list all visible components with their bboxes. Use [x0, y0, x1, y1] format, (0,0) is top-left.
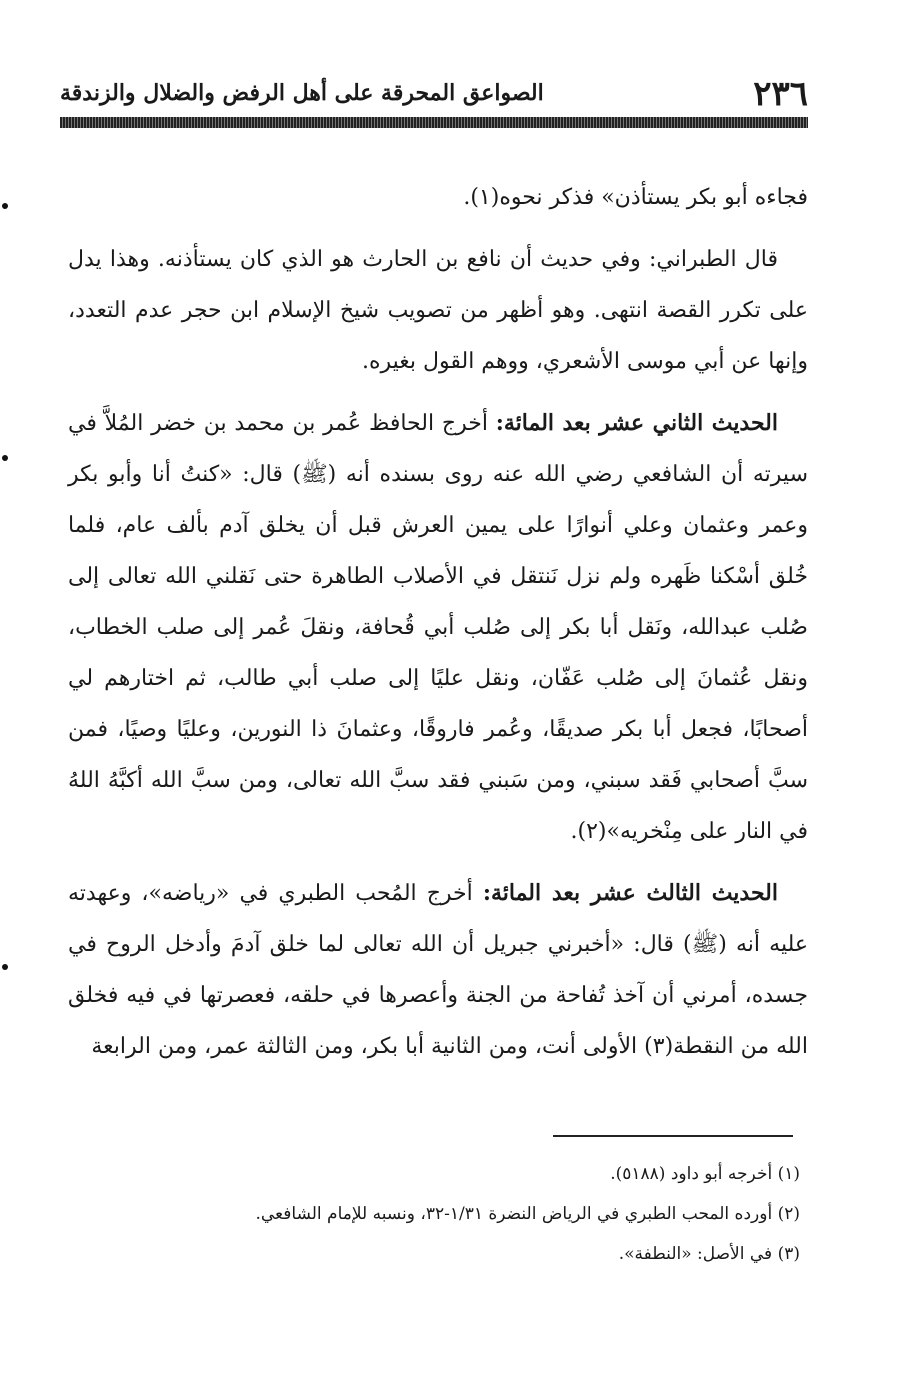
paragraph-text: أخرج الحافظ عُمر بن محمد بن خضر المُلاَّ في سيرته أن الشافعي رضي الله عنه روى بسنده أنه (ﷺ) قال: «كنتُ أنا وأبو بكر وعمر وعثمان وعلي أنوارًا على يمين العرش قبل أن يخلق آدم بألف عام، فلما خُلق أسْكنا ظَهره ولم نزل نَنتقل في الأصلاب الطاهرة حتى نَقلني الله تعالى إلى صُلب عبدالله، ونَقل أبا بكر إلى صُلب أبي قُحافة، ونقلَ عُمر إلى صلب الخطاب، ونقل عُثمانَ إلى صُلب عَفّان، ونقل عليًا إلى صلب أبي طالب، ثم اختارهم لي أصحابًا، فجعل أبا بكر صديقًا، وعُمر فاروقًا، وعثمانَ ذا النورين، وعليًا وصيًا، فمن سبَّ أصحابي فَقد سبني، ومن سَبني فقد سبَّ الله تعالى، ومن سبَّ الله أكبَّهُ اللهُ في النار على مِنْخريه»(٢). — [68, 411, 808, 844]
margin-mark — [2, 203, 8, 209]
main-text — [68, 172, 808, 1083]
paragraph-text: أخرج المُحب الطبري في «رياضه»، وعهدته عليه أنه (ﷺ) قال: «أخبرني جبريل أن الله تعالى لما خلق آدمَ وأدخل الروح في جسده، أمرني أن آخذ تُفاحة من الجنة وأعصرها في حلقه، فعصرتها في فيه فخلق الله من النقطة(٣) الأولى أنت، ومن الثانية أبا بكر، ومن الثالثة عمر، ومن الرابعة — [68, 881, 808, 1059]
page-header — [60, 74, 808, 114]
paragraph-text: قال الطبراني: وفي حديث أن نافع بن الحارث هو الذي كان يستأذنه. وهذا يدل على تكرر القصة انتهى. وهو أظهر من تصويب شيخ الإسلام ابن حجر عدم التعدد، وإنها عن أبي موسى الأشعري، ووهم القول بغيره. — [68, 247, 808, 374]
paragraph-hadith-112 — [68, 398, 808, 857]
footnotes — [60, 1154, 800, 1274]
footnote: (٣) في الأصل: «النطفة». — [618, 1244, 800, 1264]
hadith-heading: الحديث الثاني عشر بعد المائة: — [495, 410, 779, 436]
paragraph-tabarani — [68, 234, 808, 387]
header-divider — [60, 117, 808, 128]
hadith-heading: الحديث الثالث عشر بعد المائة: — [482, 880, 778, 906]
page-number: ٢٣٦ — [753, 74, 808, 114]
footnote: (١) أخرجه أبو داود (٥١٨٨). — [610, 1164, 800, 1184]
footnote: (٢) أورده المحب الطبري في الرياض النضرة ١/٣١-٣٢، ونسبه للإمام الشافعي. — [255, 1204, 800, 1224]
margin-mark — [2, 455, 8, 461]
paragraph-continuation — [68, 172, 808, 223]
paragraph-hadith-113 — [68, 868, 808, 1072]
footnote-divider — [553, 1135, 793, 1137]
margin-mark — [2, 964, 8, 970]
running-title: الصواعق المحرقة على أهل الرفض والضلال والزندقة — [60, 80, 544, 106]
paragraph-text: فجاءه أبو بكر يستأذن» فذكر نحوه(١). — [463, 185, 808, 210]
